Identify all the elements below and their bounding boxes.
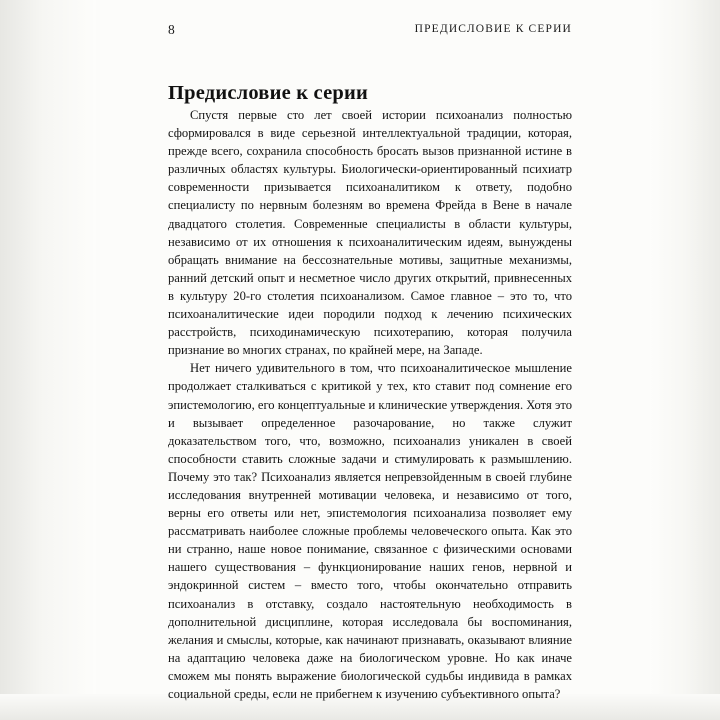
paragraph-1: Спустя первые сто лет своей истории психоанализ полностью сформировался в виде серьезной интеллектуальной традиции, которая, прежде всего, сохранила способность бросать вызов признанной истине в различных областях культуры. Биологически-ориентированный психиатр современности призывается психоаналитиком к ответу, подобно специалисту по нервным болезням во времена Фрейда в Вене в начале двадцатого столетия. Современные специалисты в области культуры, независимо от их отношения к психоаналитическим идеям, вынуждены обращать внимание на бессознательные мотивы, защитные механизмы, ранний детский опыт и несметное число других открытий, привнесенных в культуру 20-го столетия психоанализом. Самое главное – это то, что психоаналитические идеи породили подход к лечению психических расстройств, психодинамическую психотерапию, которая получила признание во многих странах, по крайней мере, на Западе.: [168, 108, 572, 358]
page-title: Предисловие к серии: [168, 81, 369, 104]
page-content: [168, 0, 572, 720]
paragraph-2: Нет ничего удивительного в том, что психоаналитическое мышление продолжает сталкиваться с критикой у тех, кто ставит под сомнение его эпистемологию, его концептуальные и клинические утверждения. Хотя это и вызывает определенное разочарование, но также служит доказательством того, что, возможно, психоанализ уникален в своей способности ставить сложные задачи и стимулировать к размышлению. Почему это так? Психоанализ является непревзойденным в своей глубине исследования внутренней мотивации человека, и независимо от того, верны его ответы или нет, эпистемология психоанализа позволяет ему рассматривать наиболее сложные проблемы человеческого опыта. Как это ни странно, наше новое понимание, связанное с физическими основами нашего существования – функционирование наших генов, нервной и эндокринной систем – вместо того, чтобы окончательно отправить психоанализ в отставку, создало настоятельную необходимость в дополнительной дисциплине, которая исследовала бы воспоминания, желания и смыслы, которые, как начинают признавать, оказывают влияние на адаптацию человека даже на биологическом уровне. Но как иначе сможем мы понять выражение биологической судьбы индивида в рамках социальной среды, если не прибегнем к изучению субъективного опыта?: [168, 361, 572, 701]
body-text: [168, 106, 572, 703]
page-left-shadow: [0, 0, 96, 720]
running-head: [168, 22, 572, 40]
page-right-shadow: [650, 0, 720, 720]
running-head-title: ПРЕДИСЛОВИЕ К СЕРИИ: [414, 23, 572, 35]
page-number: 8: [168, 22, 176, 37]
